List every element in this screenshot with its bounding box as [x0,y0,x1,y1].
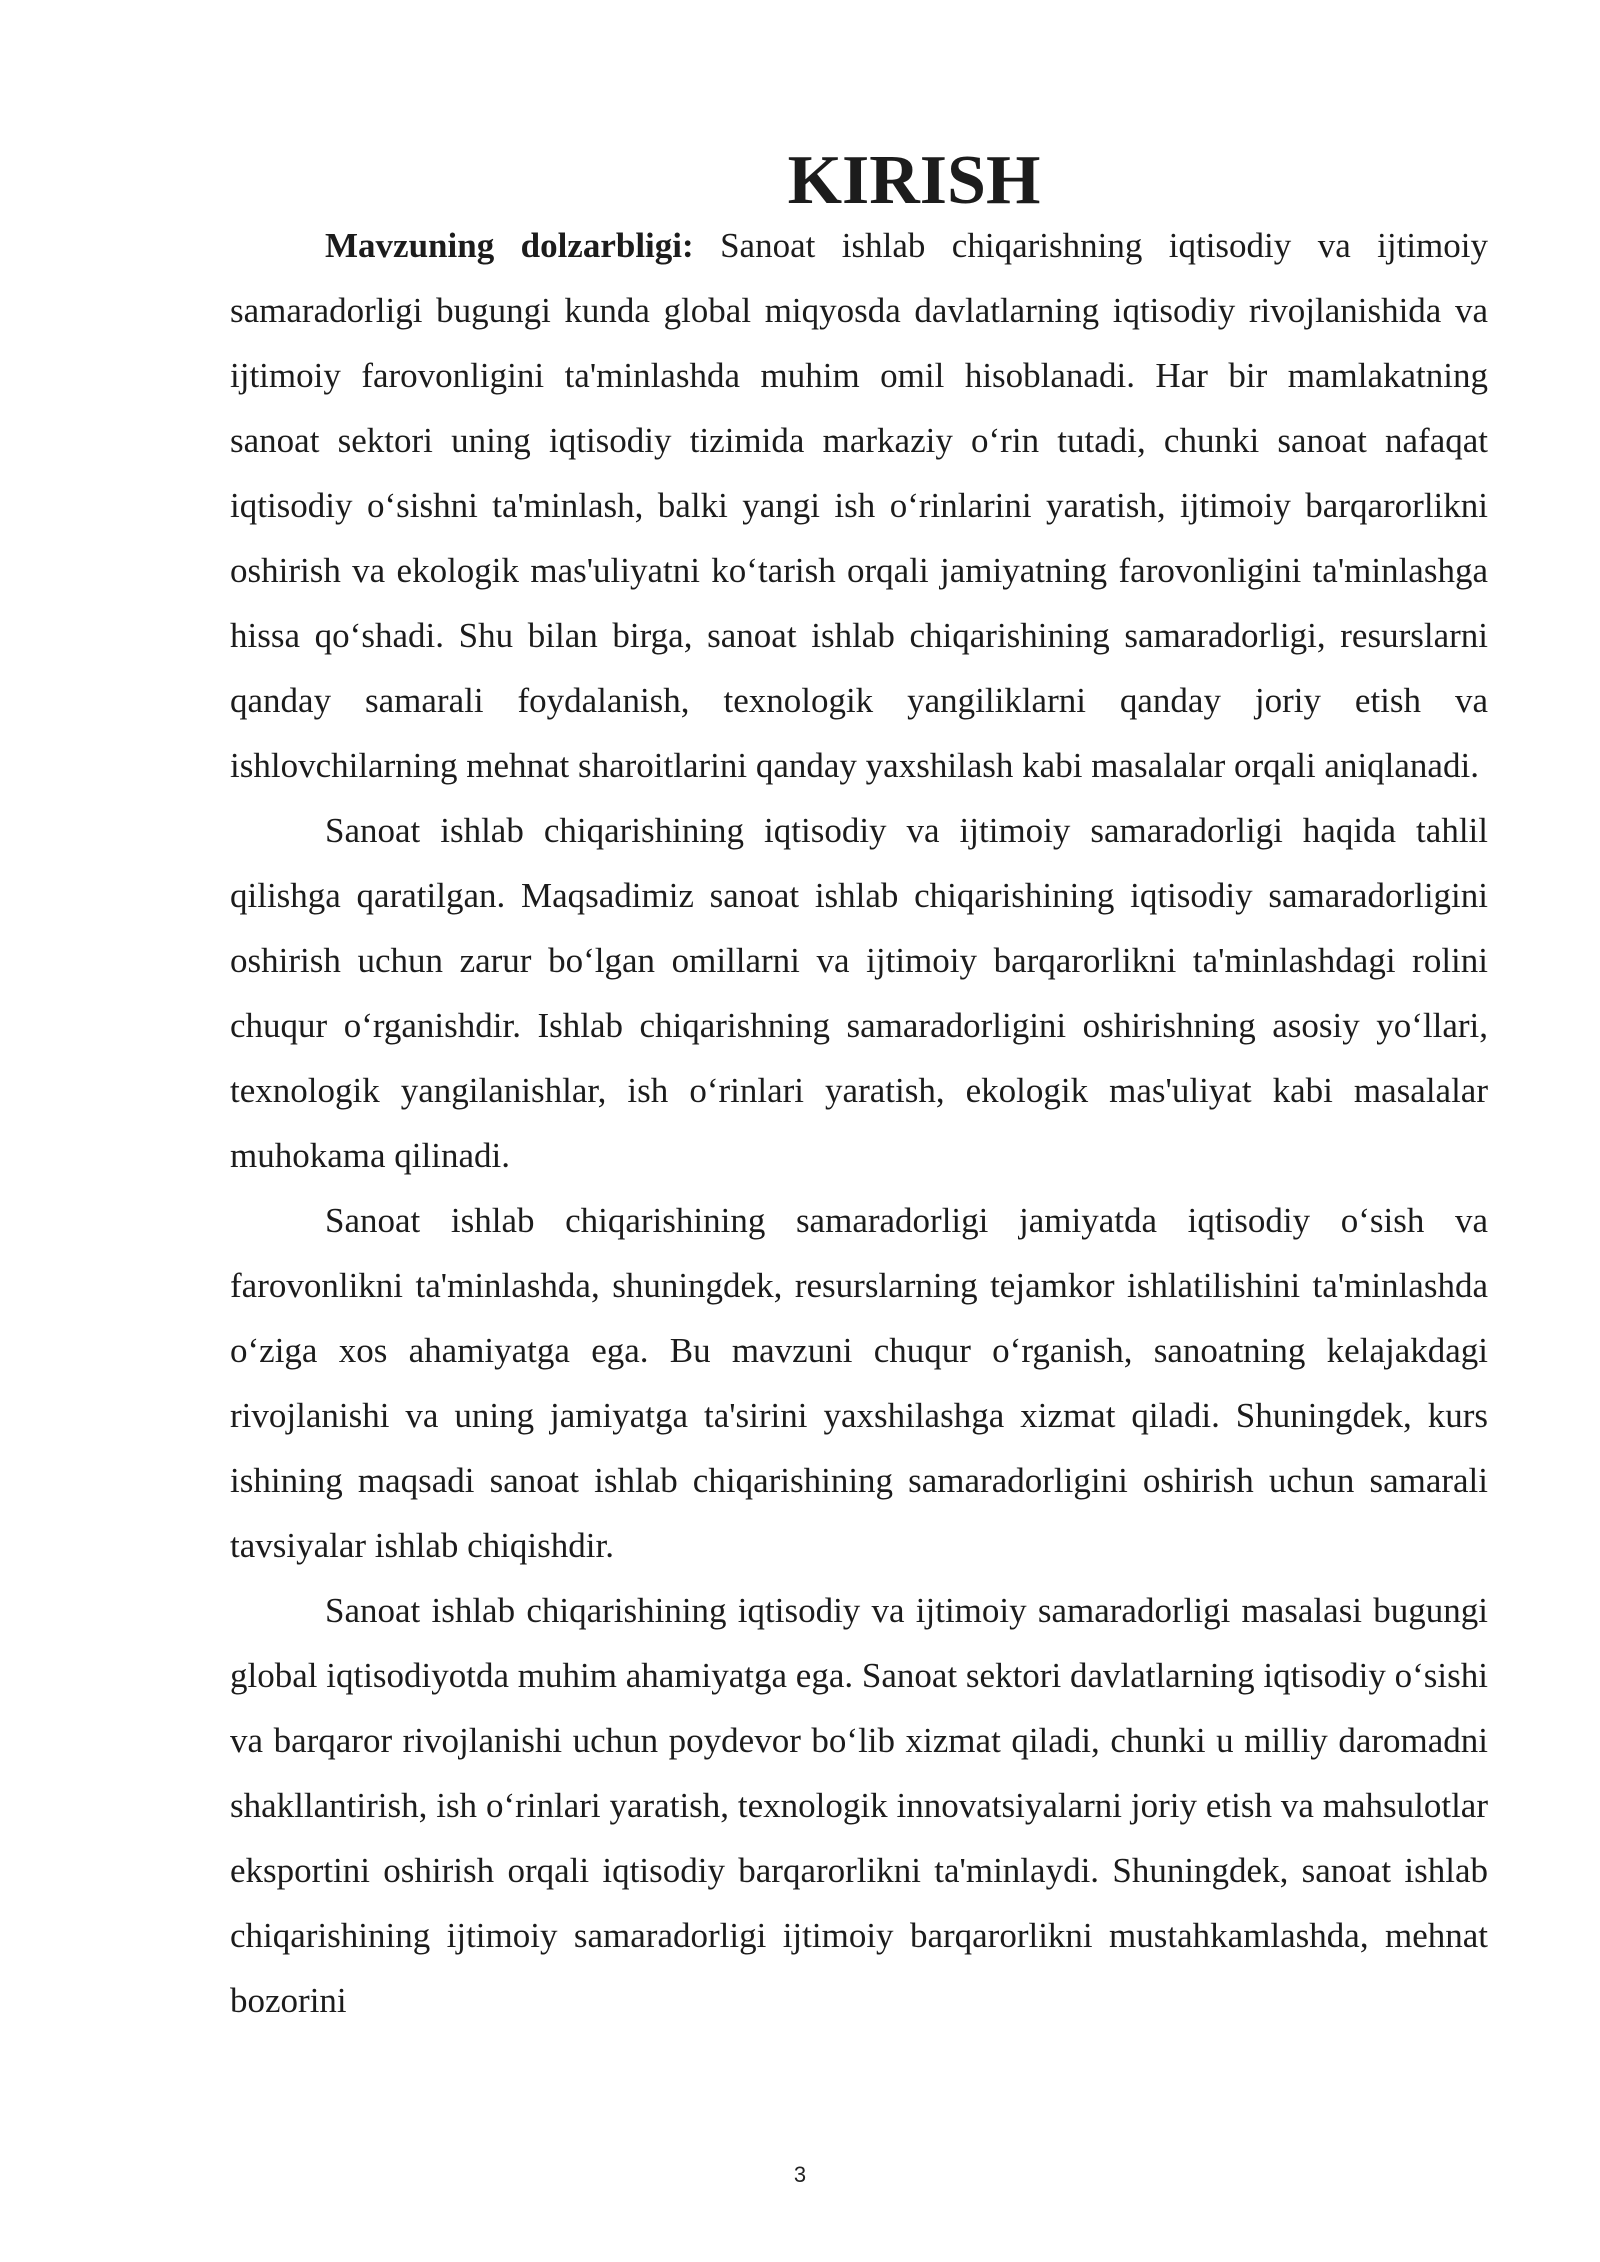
paragraph-4: Sanoat ishlab chiqarishining iqtisodiy va ijtimoiy samaradorligi masalasi bugungi global iqtisodiyotda muhim ahamiyatga ega. Sanoat sektori davlatlarning iqtisodiy o‘sishi va barqaror rivojlanishi uchun poydevor bo‘lib xizmat qiladi, chunki u milliy daromadni shakllantirish, ish o‘rinlari yaratish, texnologik innovatsiyalarni joriy etish va mahsulotlar eksportini oshirish orqali iqtisodiy barqarorlikni ta'minlaydi. Shuningdek, sanoat ishlab chiqarishining ijtimoiy samaradorligi ijtimoiy barqarorlikni mustahkamlashda, mehnat bozorini [230,1591,1488,2020]
page-number: 3 [793,2162,807,2187]
paragraph-1 [230,213,1488,798]
paragraph-lead: Mavzuning dolzarbligi: [325,226,694,265]
section-title: KIRISH [787,142,1041,219]
page-content [230,142,1488,2033]
paragraph-3: Sanoat ishlab chiqarishining samaradorligi jamiyatda iqtisodiy o‘sish va farovonlikni ta'minlashda, shuningdek, resurslarning tejamkor ishlatilishini ta'minlashda o‘ziga xos ahamiyatga ega. Bu mavzuni chuqur o‘rganish, sanoatning kelajakdagi rivojlanishi va uning jamiyatga ta'sirini yaxshilashga xizmat qiladi. Shuningdek, kurs ishining maqsadi sanoat ishlab chiqarishining samaradorligini oshirish uchun samarali tavsiyalar ishlab chiqishdir. [230,1201,1488,1565]
paragraph-2: Sanoat ishlab chiqarishining iqtisodiy va ijtimoiy samaradorligi haqida tahlil qilishga qaratilgan. Maqsadimiz sanoat ishlab chiqarishining iqtisodiy samaradorligini oshirish uchun zarur bo‘lgan omillarni va ijtimoiy barqarorlikni ta'minlashdagi rolini chuqur o‘rganishdir. Ishlab chiqarishning samaradorligini oshirishning asosiy yo‘llari, texnologik yangilanishlar, ish o‘rinlari yaratish, ekologik mas'uliyat kabi masalalar muhokama qilinadi. [230,811,1488,1175]
paragraph-text: Sanoat ishlab chiqarishning iqtisodiy va ijtimoiy samaradorligi bugungi kunda global miqyosda davlatlarning iqtisodiy rivojlanishida va ijtimoiy farovonligini ta'minlashda muhim omil hisoblanadi. Har bir mamlakatning sanoat sektori uning iqtisodiy tizimida markaziy o‘rin tutadi, chunki sanoat nafaqat iqtisodiy o‘sishni ta'minlash, balki yangi ish o‘rinlarini yaratish, ijtimoiy barqarorlikni oshirish va ekologik mas'uliyatni ko‘tarish orqali jamiyatning farovonligini ta'minlashga hissa qo‘shadi. Shu bilan birga, sanoat ishlab chiqarishining samaradorligi, resurslarni qanday samarali foydalanish, texnologik yangiliklarni qanday joriy etish va ishlovchilarning mehnat sharoitlarini qanday yaxshilash kabi masalalar orqali aniqlanadi. [230,226,1488,785]
